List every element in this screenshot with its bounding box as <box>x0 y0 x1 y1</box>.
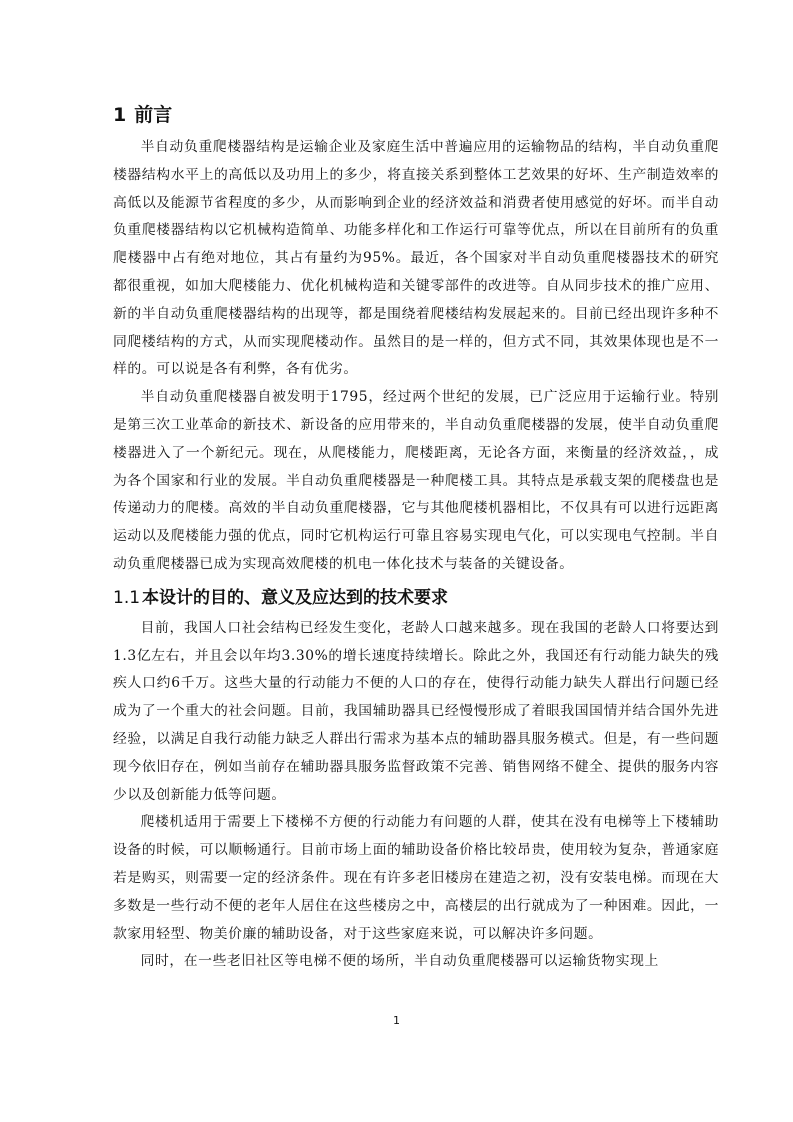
subsection-number: 1.1 <box>113 587 141 608</box>
section-title: 前言 <box>134 104 173 126</box>
subsection-title: 本设计的目的、意义及应达到的技术要求 <box>142 587 449 608</box>
paragraph: 目前，我国人口社会结构已经发生变化，老龄人口越来越多。现在我国的老龄人口将要达到1.3亿左右，并且会以年均3.30%的增长速度持续增长。除此之外，我国还有行动能力缺失的残疾人口约6千万。这些大量的行动能力不便的人口的存在，使得行动能力缺失人群出行问题已经成为了一个重大的社会问题。目前，我国辅助器具已经慢慢形成了着眼我国国情并结合国外先进经验，以满足自我行动能力缺乏人群出行需求为基本点的辅助器具服务模式。但是，有一些问题现今依旧存在，例如当前存在辅助器具服务监督政策不完善、销售网络不健全、提供的服务内容少以及创新能力低等问题。 <box>113 619 719 803</box>
section-heading-1 <box>113 100 719 130</box>
paragraph: 半自动负重爬楼器结构是运输企业及家庭生活中普遍应用的运输物品的结构，半自动负重爬楼器结构水平上的高低以及功用上的多少，将直接关系到整体工艺效果的好坏、生产制造效率的高低以及能源节省程度的多少，从而影响到企业的经济效益和消费者使用感觉的好坏。而半自动负重爬楼器结构以它机械构造简单、功能多样化和工作运行可靠等优点，所以在目前所有的负重爬楼器中占有绝对地位，其占有量约为95%。最近，各个国家对半自动负重爬楼器技术的研究都很重视，如加大爬楼能力、优化机械构造和关键零部件的改进等。自从同步技术的推广应用、新的半自动负重爬楼器结构的出现等，都是围绕着爬楼结构发展起来的。目前已经出现许多种不同爬楼结构的方式，从而实现爬楼动作。虽然目的是一样的，但方式不同，其效果体现也是不一样的。可以说是各有利弊，各有优劣。 <box>113 139 719 378</box>
paragraph: 半自动负重爬楼器自被发明于1795，经过两个世纪的发展，已广泛应用于运输行业。特别是第三次工业革命的新技术、新设备的应用带来的，半自动负重爬楼器的发展，使半自动负重爬楼器进入了一个新纪元。现在，从爬楼能力，爬楼距离，无论各方面，来衡量的经济效益，，成为各个国家和行业的发展。半自动负重爬楼器是一种爬楼工具。其特点是承载支架的爬楼盘也是传递动力的爬楼。高效的半自动负重爬楼器，它与其他爬楼机器相比，不仅具有可以进行远距离运动以及爬楼能力强的优点，同时它机构运行可靠且容易实现电气化，可以实现电气控制。半自动负重爬楼器已成为实现高效爬楼的机电一体化技术与装备的关键设备。 <box>113 389 719 572</box>
paragraph: 爬楼机适用于需要上下楼梯不方便的行动能力有问题的人群，使其在没有电梯等上下楼辅助设备的时候，可以顺畅通行。目前市场上面的辅助设备价格比较昂贵，使用较为复杂，普通家庭若是购买，则需要一定的经济条件。现在有许多老旧楼房在建造之初，没有安装电梯。而现在大多数是一些行动不便的老年人居住在这些楼房之中，高楼层的出行就成为了一种困难。因此，一款家用轻型、物美价廉的辅助设备，对于这些家庭来说，可以解决许多问题。 <box>113 814 719 942</box>
paragraph: 同时，在一些老旧社区等电梯不便的场所，半自动负重爬楼器可以运输货物实现上 <box>140 953 659 970</box>
page-number: 1 <box>393 1014 400 1027</box>
section-number: 1 <box>113 104 127 126</box>
subsection-heading <box>113 583 719 613</box>
page-content <box>113 100 719 976</box>
